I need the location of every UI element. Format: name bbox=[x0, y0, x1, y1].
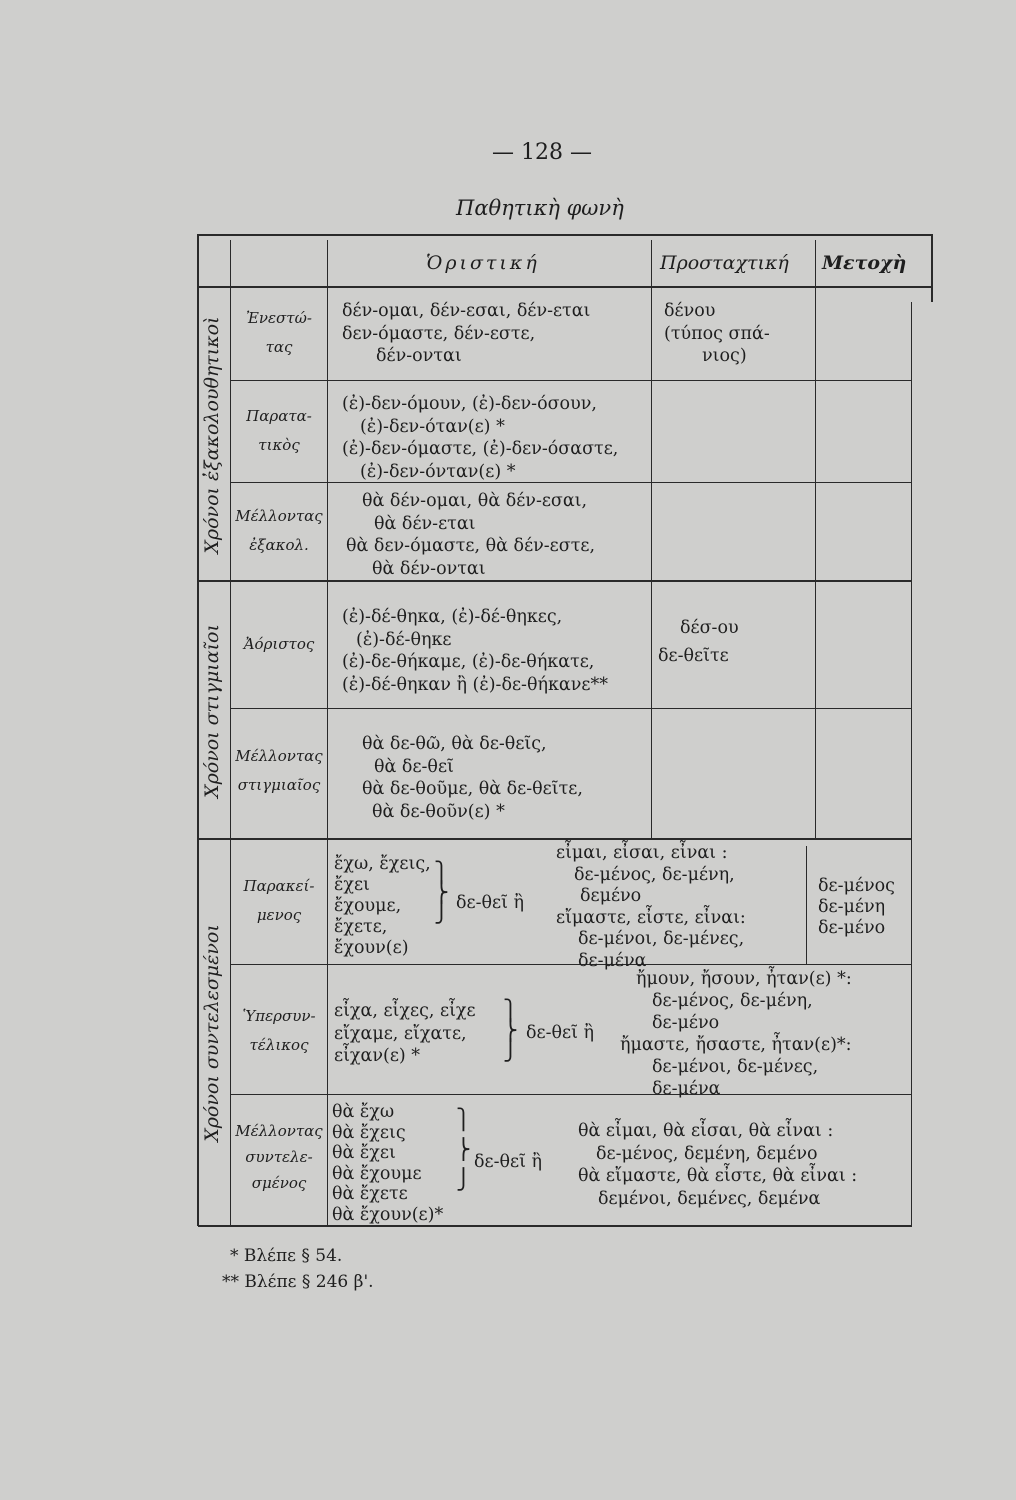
future-perfect-middle: δε-θεῖ ἢ bbox=[474, 1152, 543, 1172]
group-label-perfect: Χρόνοι συντελεσμένοι bbox=[201, 924, 223, 1142]
tense-future-perfect: Μέλλοντας συντελε- σμένος bbox=[235, 1122, 323, 1192]
footnote-2: ** Βλέπε § 246 β'. bbox=[222, 1272, 374, 1292]
header-participle: Μετοχὴ bbox=[822, 252, 907, 274]
page-number: — 128 — bbox=[492, 140, 592, 165]
perfect-auxiliary: ἔχω, ἔχεις, ἔχει ἔχουμε, ἔχετε, ἔχουν(ε) bbox=[334, 854, 431, 958]
future-continuous-indicative: θὰ δέν-ομαι, θὰ δέν-εσαι, θὰ δέν-εται θὰ δεν-όμαστε, θὰ δέν-εστε, θὰ δέν-ονται bbox=[346, 491, 596, 579]
header-imperative: Προσταχτική bbox=[660, 252, 789, 274]
future-perfect-auxiliary: θὰ ἔχω θὰ ἔχεις θὰ ἔχει θὰ ἔχουμε θὰ ἔχετε θὰ ἔχουν(ε)* bbox=[332, 1102, 444, 1225]
header-indicative: Ὁριστική bbox=[426, 252, 540, 274]
table-right-rule bbox=[931, 234, 933, 302]
pluperfect-alternative: ἤμουν, ἤσουν, ἦταν(ε) *: δε-μένος, δε-μένη, δε-μένο ἤμαστε, ἤσαστε, ἦταν(ε)*: δε-μένοι, δε-μένες, δε-μένα bbox=[620, 969, 852, 1099]
future-perfect-brace: ⎫ ⎬ ⎭ bbox=[456, 1107, 471, 1191]
future-perfect-alternative: θὰ εἶμαι, θὰ εἶσαι, θὰ εἶναι : δε-μένος, δεμένη, δεμένο θὰ εἴμαστε, θὰ εἶστε, θὰ εἶναι : δεμένοι, δεμένες, δεμένα bbox=[578, 1121, 858, 1209]
tense-present: Ἐνεστώ- τας bbox=[246, 309, 312, 356]
table-left-rule bbox=[197, 234, 199, 1226]
row-rule bbox=[231, 380, 911, 381]
footnote-1: * Βλέπε § 54. bbox=[230, 1246, 343, 1266]
present-indicative: δέν-ομαι, δέν-εσαι, δέν-εται δεν-όμαστε, δέν-εστε, δέν-ονται bbox=[342, 301, 591, 366]
present-imperative: δένου (τύπος σπά- νιος) bbox=[664, 301, 770, 366]
tense-pluperfect: Ὑπερσυν- τέλικος bbox=[242, 1007, 316, 1054]
tense-imperfect: Παρατα- τικὸς bbox=[246, 407, 312, 454]
tense-future-continuous: Μέλλοντας ἐξακολ. bbox=[235, 507, 323, 554]
perfect-brace: ⎫ ⎬ ⎭ bbox=[434, 860, 449, 924]
future-momentary-indicative: θὰ δε-θῶ, θὰ δε-θεῖς, θὰ δε-θεῖ θὰ δε-θοῦμε, θὰ δε-θεῖτε, θὰ δε-θοῦν(ε) * bbox=[362, 734, 583, 822]
tense-perfect: Παρακεί- μενος bbox=[243, 877, 315, 924]
table-right-rule-lower bbox=[911, 302, 912, 1225]
tense-aorist: Ἀόριστος bbox=[243, 635, 315, 653]
group-rule bbox=[198, 580, 912, 582]
header-rule bbox=[198, 286, 932, 288]
table-bottom-rule bbox=[198, 1225, 912, 1227]
pluperfect-auxiliary: εἶχα, εἶχες, εἶχε εἴχαμε, εἴχατε, εἶχαν(ε) * bbox=[334, 1001, 476, 1066]
group-label-momentary: Χρόνοι στιγμιαῖοι bbox=[201, 624, 223, 798]
row-rule bbox=[231, 708, 911, 709]
perfect-participle: δε-μένος δε-μένη δε-μένο bbox=[818, 876, 895, 938]
pluperfect-brace: ⎫ ⎬ ⎭ bbox=[503, 998, 518, 1062]
tense-col-rule bbox=[327, 240, 328, 1225]
table-top-rule bbox=[198, 234, 932, 236]
imperative-col-rule bbox=[651, 240, 652, 838]
participle-col-rule bbox=[815, 240, 816, 838]
participle-col-rule-lower bbox=[806, 846, 807, 964]
tense-future-momentary: Μέλλοντας στιγμιαῖος bbox=[235, 747, 323, 794]
imperfect-indicative: (ἐ)-δεν-όμουν, (ἐ)-δεν-όσουν, (ἐ)-δεν-όταν(ε) * (ἐ)-δεν-όμαστε, (ἐ)-δεν-όσαστε, (ἐ)-δεν-όνταν(ε) * bbox=[342, 394, 619, 482]
group-label-continuous: Χρόνοι ἐξακολουθητικοὶ bbox=[201, 316, 223, 554]
aorist-imperative: δέσ-ου δε-θεῖτε bbox=[658, 618, 739, 666]
group-col-rule bbox=[230, 240, 231, 1225]
perfect-alternative: εἶμαι, εἶσαι, εἶναι : δε-μένος, δε-μένη, δεμένο εἴμαστε, εἶστε, εἶναι: δε-μένοι, δε-μένες, δε-μένα bbox=[556, 843, 746, 971]
perfect-middle: δε-θεῖ ἢ bbox=[456, 893, 525, 913]
section-subtitle: Παθητικὴ φωνὴ bbox=[456, 196, 624, 220]
group-rule bbox=[198, 838, 912, 840]
aorist-indicative: (ἐ)-δέ-θηκα, (ἐ)-δέ-θηκες, (ἐ)-δέ-θηκε (ἐ)-δε-θήκαμε, (ἐ)-δε-θήκατε, (ἐ)-δέ-θηκαν ἢ (ἐ)-δε-θήκανε** bbox=[342, 607, 608, 695]
pluperfect-middle: δε-θεῖ ἢ bbox=[526, 1023, 595, 1043]
